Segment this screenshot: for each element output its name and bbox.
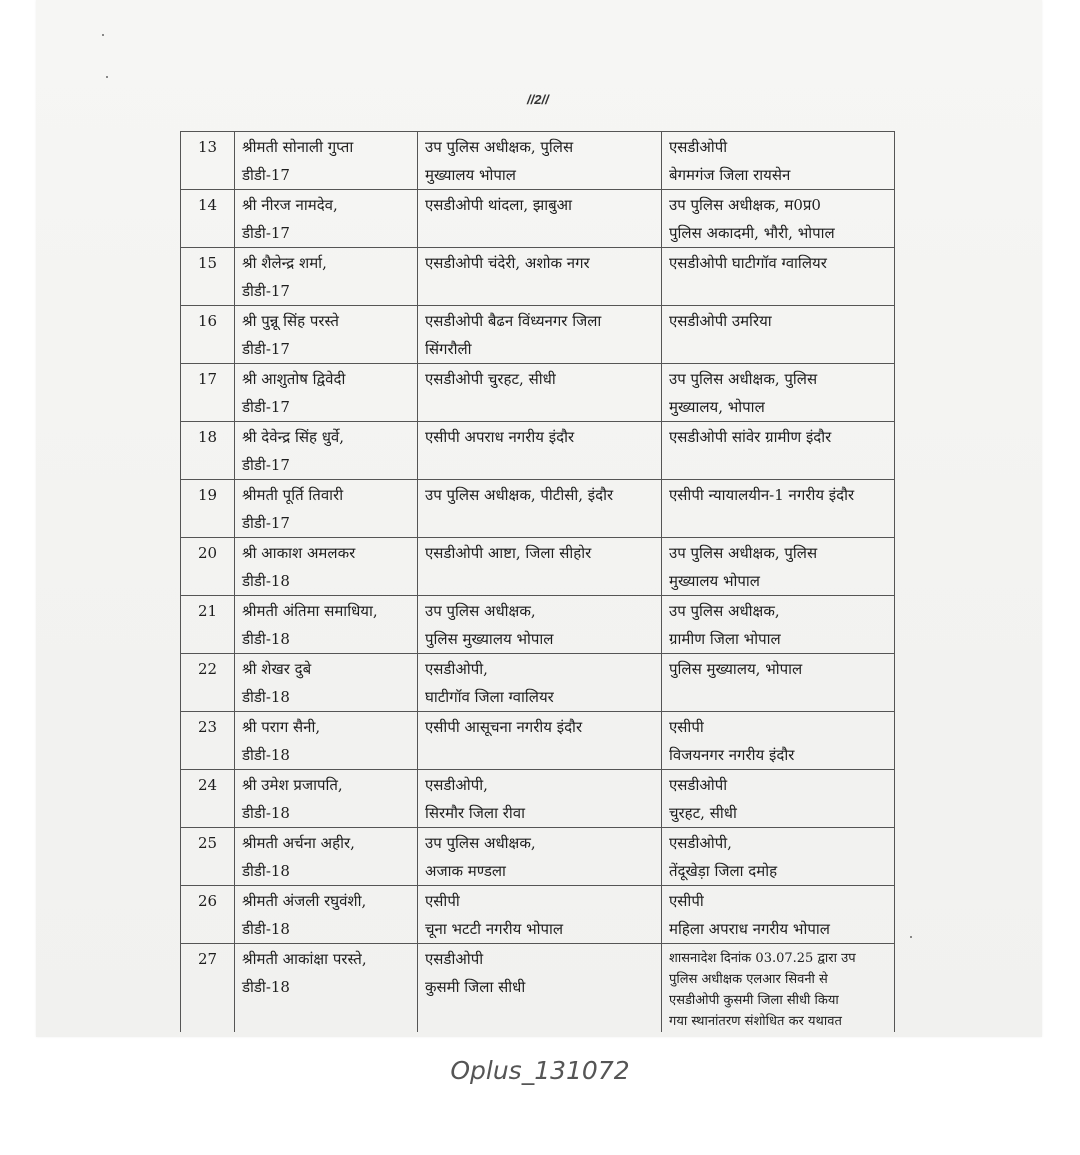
- new-posting-cell: [662, 422, 895, 480]
- serial-number-cell: 17: [181, 364, 235, 422]
- cell-line: श्री आशुतोष द्विवेदी: [242, 370, 346, 388]
- serial-number-cell: 26: [181, 886, 235, 944]
- cell-line: उप पुलिस अधीक्षक,: [425, 602, 536, 620]
- table-row: [181, 828, 895, 886]
- cell-line: एसडीओपी,: [669, 834, 732, 852]
- cell-line: गया स्थानांतरण संशोधित कर यथावत: [669, 1014, 842, 1029]
- cell-line: एसीपी आसूचना नगरीय इंदौर: [425, 718, 583, 736]
- cell-line: श्री पुन्नू सिंह परस्ते: [242, 312, 339, 330]
- current-posting-cell: [418, 480, 662, 538]
- cell-line: श्रीमती सोनाली गुप्ता: [242, 138, 354, 156]
- new-posting-cell: [662, 132, 895, 190]
- cell-line: श्रीमती पूर्ति तिवारी: [242, 486, 344, 504]
- officer-name-cell: [235, 828, 418, 886]
- current-posting-cell: [418, 190, 662, 248]
- cell-line: एसीपी अपराध नगरीय इंदौर: [425, 428, 575, 446]
- cell-line: डीडी-17: [242, 340, 290, 358]
- cell-line: डीडी-18: [242, 804, 290, 822]
- cell-line: एसडीओपी सांवेर ग्रामीण इंदौर: [669, 428, 832, 446]
- current-posting-cell: [418, 132, 662, 190]
- new-posting-cell: [662, 712, 895, 770]
- serial-number-cell: 14: [181, 190, 235, 248]
- officer-name-cell: [235, 944, 418, 1033]
- cell-line: उप पुलिस अधीक्षक, पुलिस: [425, 138, 574, 156]
- serial-number-cell: 18: [181, 422, 235, 480]
- serial-number-cell: 21: [181, 596, 235, 654]
- table-row: [181, 190, 895, 248]
- table-row: [181, 480, 895, 538]
- table-row: [181, 422, 895, 480]
- cell-line: श्री देवेन्द्र सिंह धुर्वे,: [242, 428, 345, 446]
- current-posting-cell: [418, 248, 662, 306]
- cell-line: एसीपी: [425, 892, 460, 910]
- cell-line: एसीपी न्यायालयीन-1 नगरीय इंदौर: [669, 486, 855, 504]
- cell-line: बेगमगंज जिला रायसेन: [669, 166, 791, 184]
- cell-line: डीडी-18: [242, 978, 290, 996]
- cell-line: एसीपी: [669, 892, 704, 910]
- cell-line: उप पुलिस अधीक्षक, पीटीसी, इंदौर: [425, 486, 614, 504]
- officer-name-cell: [235, 364, 418, 422]
- serial-number-cell: 20: [181, 538, 235, 596]
- table-row: [181, 364, 895, 422]
- cell-line: चूना भटटी नगरीय भोपाल: [425, 920, 564, 938]
- cell-line: पुलिस अकादमी, भौरी, भोपाल: [669, 224, 835, 242]
- officer-name-cell: [235, 596, 418, 654]
- cell-line: डीडी-18: [242, 630, 290, 648]
- new-posting-cell: [662, 828, 895, 886]
- cell-line: उप पुलिस अधीक्षक, पुलिस: [669, 544, 818, 562]
- new-posting-cell: [662, 596, 895, 654]
- officer-name-cell: [235, 538, 418, 596]
- cell-line: महिला अपराध नगरीय भोपाल: [669, 920, 830, 938]
- new-posting-cell: [662, 538, 895, 596]
- table-row: [181, 944, 895, 1033]
- cell-line: श्री शेखर दुबे: [242, 660, 312, 678]
- cell-line: एसडीओपी उमरिया: [669, 312, 772, 330]
- cell-line: श्री नीरज नामदेव,: [242, 196, 338, 214]
- officer-name-cell: [235, 132, 418, 190]
- current-posting-cell: [418, 538, 662, 596]
- cell-line: डीडी-17: [242, 166, 290, 184]
- officer-name-cell: [235, 248, 418, 306]
- serial-number-cell: 24: [181, 770, 235, 828]
- cell-line: डीडी-17: [242, 456, 290, 474]
- serial-number-cell: 16: [181, 306, 235, 364]
- new-posting-cell: [662, 248, 895, 306]
- cell-line: श्रीमती अंतिमा समाधिया,: [242, 602, 378, 620]
- cell-line: उप पुलिस अधीक्षक,: [425, 834, 536, 852]
- cell-line: एसडीओपी चंदेरी, अशोक नगर: [425, 254, 590, 272]
- officer-name-cell: [235, 480, 418, 538]
- cell-line: डीडी-18: [242, 746, 290, 764]
- table-row: [181, 770, 895, 828]
- cell-line: पुलिस मुख्यालय भोपाल: [425, 630, 554, 648]
- cell-line: श्री पराग सैनी,: [242, 718, 321, 736]
- new-posting-cell: [662, 654, 895, 712]
- officer-name-cell: [235, 770, 418, 828]
- cell-line: उप पुलिस अधीक्षक, पुलिस: [669, 370, 818, 388]
- current-posting-cell: [418, 364, 662, 422]
- current-posting-cell: [418, 770, 662, 828]
- serial-number-cell: 27: [181, 944, 235, 1033]
- cell-line: एसडीओपी,: [425, 660, 488, 678]
- cell-line: उप पुलिस अधीक्षक,: [669, 602, 780, 620]
- cell-line: डीडी-17: [242, 398, 290, 416]
- new-posting-cell: [662, 364, 895, 422]
- cell-line: डीडी-17: [242, 282, 290, 300]
- table-row: [181, 306, 895, 364]
- current-posting-cell: [418, 828, 662, 886]
- cell-line: मुख्यालय भोपाल: [425, 166, 516, 184]
- cell-line: डीडी-18: [242, 688, 290, 706]
- scan-speck: [106, 76, 108, 78]
- current-posting-cell: [418, 886, 662, 944]
- cell-line: श्री शैलेन्द्र शर्मा,: [242, 254, 327, 272]
- cell-line: मुख्यालय भोपाल: [669, 572, 760, 590]
- cell-line: पुलिस अधीक्षक एलआर सिवनी से: [669, 972, 828, 987]
- table-row: [181, 886, 895, 944]
- table-row: [181, 712, 895, 770]
- current-posting-cell: [418, 712, 662, 770]
- cell-line: एसडीओपी: [669, 138, 728, 156]
- cell-line: एसडीओपी चुरहट, सीधी: [425, 370, 556, 388]
- serial-number-cell: 13: [181, 132, 235, 190]
- cell-line: डीडी-17: [242, 514, 290, 532]
- transfer-table: [180, 131, 895, 1032]
- cell-line: श्री आकाश अमलकर: [242, 544, 356, 562]
- page-number: //2//: [527, 92, 549, 107]
- serial-number-cell: 19: [181, 480, 235, 538]
- current-posting-cell: [418, 596, 662, 654]
- serial-number-cell: 23: [181, 712, 235, 770]
- cell-line: घाटीगॉव जिला ग्वालियर: [425, 688, 554, 706]
- cell-line: सिरमौर जिला रीवा: [425, 804, 526, 822]
- serial-number-cell: 15: [181, 248, 235, 306]
- cell-line: डीडी-18: [242, 862, 290, 880]
- cell-line: कुसमी जिला सीधी: [425, 978, 526, 996]
- current-posting-cell: [418, 306, 662, 364]
- table-row: [181, 248, 895, 306]
- cell-line: एसडीओपी: [669, 776, 728, 794]
- cell-line: एसडीओपी कुसमी जिला सीधी किया: [669, 993, 839, 1008]
- cell-line: शासनादेश दिनांक 03.07.25 द्वारा उप: [669, 951, 856, 966]
- cell-line: विजयनगर नगरीय इंदौर: [669, 746, 795, 764]
- photo-caption: Oplus_131072: [450, 1056, 630, 1085]
- cell-line: डीडी-18: [242, 572, 290, 590]
- new-posting-cell: [662, 886, 895, 944]
- cell-line: पुलिस मुख्यालय, भोपाल: [669, 660, 803, 678]
- new-posting-cell: [662, 190, 895, 248]
- serial-number-cell: 22: [181, 654, 235, 712]
- cell-line: ग्रामीण जिला भोपाल: [669, 630, 781, 648]
- officer-name-cell: [235, 654, 418, 712]
- cell-line: डीडी-17: [242, 224, 290, 242]
- cell-line: श्रीमती अर्चना अहीर,: [242, 834, 355, 852]
- table-row: [181, 132, 895, 190]
- current-posting-cell: [418, 944, 662, 1033]
- scan-speck: [910, 936, 912, 938]
- cell-line: एसडीओपी,: [425, 776, 488, 794]
- new-posting-cell: [662, 944, 895, 1033]
- cell-line: एसडीओपी घाटीगॉव ग्वालियर: [669, 254, 827, 272]
- cell-line: उप पुलिस अधीक्षक, म0प्र0: [669, 196, 821, 214]
- cell-line: श्रीमती आकांक्षा परस्ते,: [242, 950, 367, 968]
- cell-line: एसडीओपी: [425, 950, 484, 968]
- cell-line: श्रीमती अंजली रघुवंशी,: [242, 892, 367, 910]
- new-posting-cell: [662, 770, 895, 828]
- cell-line: एसडीओपी आष्टा, जिला सीहोर: [425, 544, 592, 562]
- officer-name-cell: [235, 886, 418, 944]
- officer-name-cell: [235, 422, 418, 480]
- cell-line: तेंदूखेड़ा जिला दमोह: [669, 862, 778, 880]
- current-posting-cell: [418, 422, 662, 480]
- table-row: [181, 538, 895, 596]
- cell-line: सिंगरौली: [425, 340, 472, 358]
- cell-line: अजाक मण्डला: [425, 862, 506, 880]
- cell-line: मुख्यालय, भोपाल: [669, 398, 765, 416]
- cell-line: डीडी-18: [242, 920, 290, 938]
- cell-line: एसडीओपी बैढन विंध्यनगर जिला: [425, 312, 602, 330]
- cell-line: एसडीओपी थांदला, झाबुआ: [425, 196, 573, 214]
- transfer-table-body: [181, 132, 895, 1033]
- scan-speck: [102, 34, 104, 36]
- serial-number-cell: 25: [181, 828, 235, 886]
- cell-line: एसीपी: [669, 718, 704, 736]
- current-posting-cell: [418, 654, 662, 712]
- officer-name-cell: [235, 306, 418, 364]
- new-posting-cell: [662, 306, 895, 364]
- table-row: [181, 654, 895, 712]
- table-row: [181, 596, 895, 654]
- new-posting-cell: [662, 480, 895, 538]
- officer-name-cell: [235, 190, 418, 248]
- cell-line: श्री उमेश प्रजापति,: [242, 776, 343, 794]
- cell-line: चुरहट, सीधी: [669, 804, 737, 822]
- officer-name-cell: [235, 712, 418, 770]
